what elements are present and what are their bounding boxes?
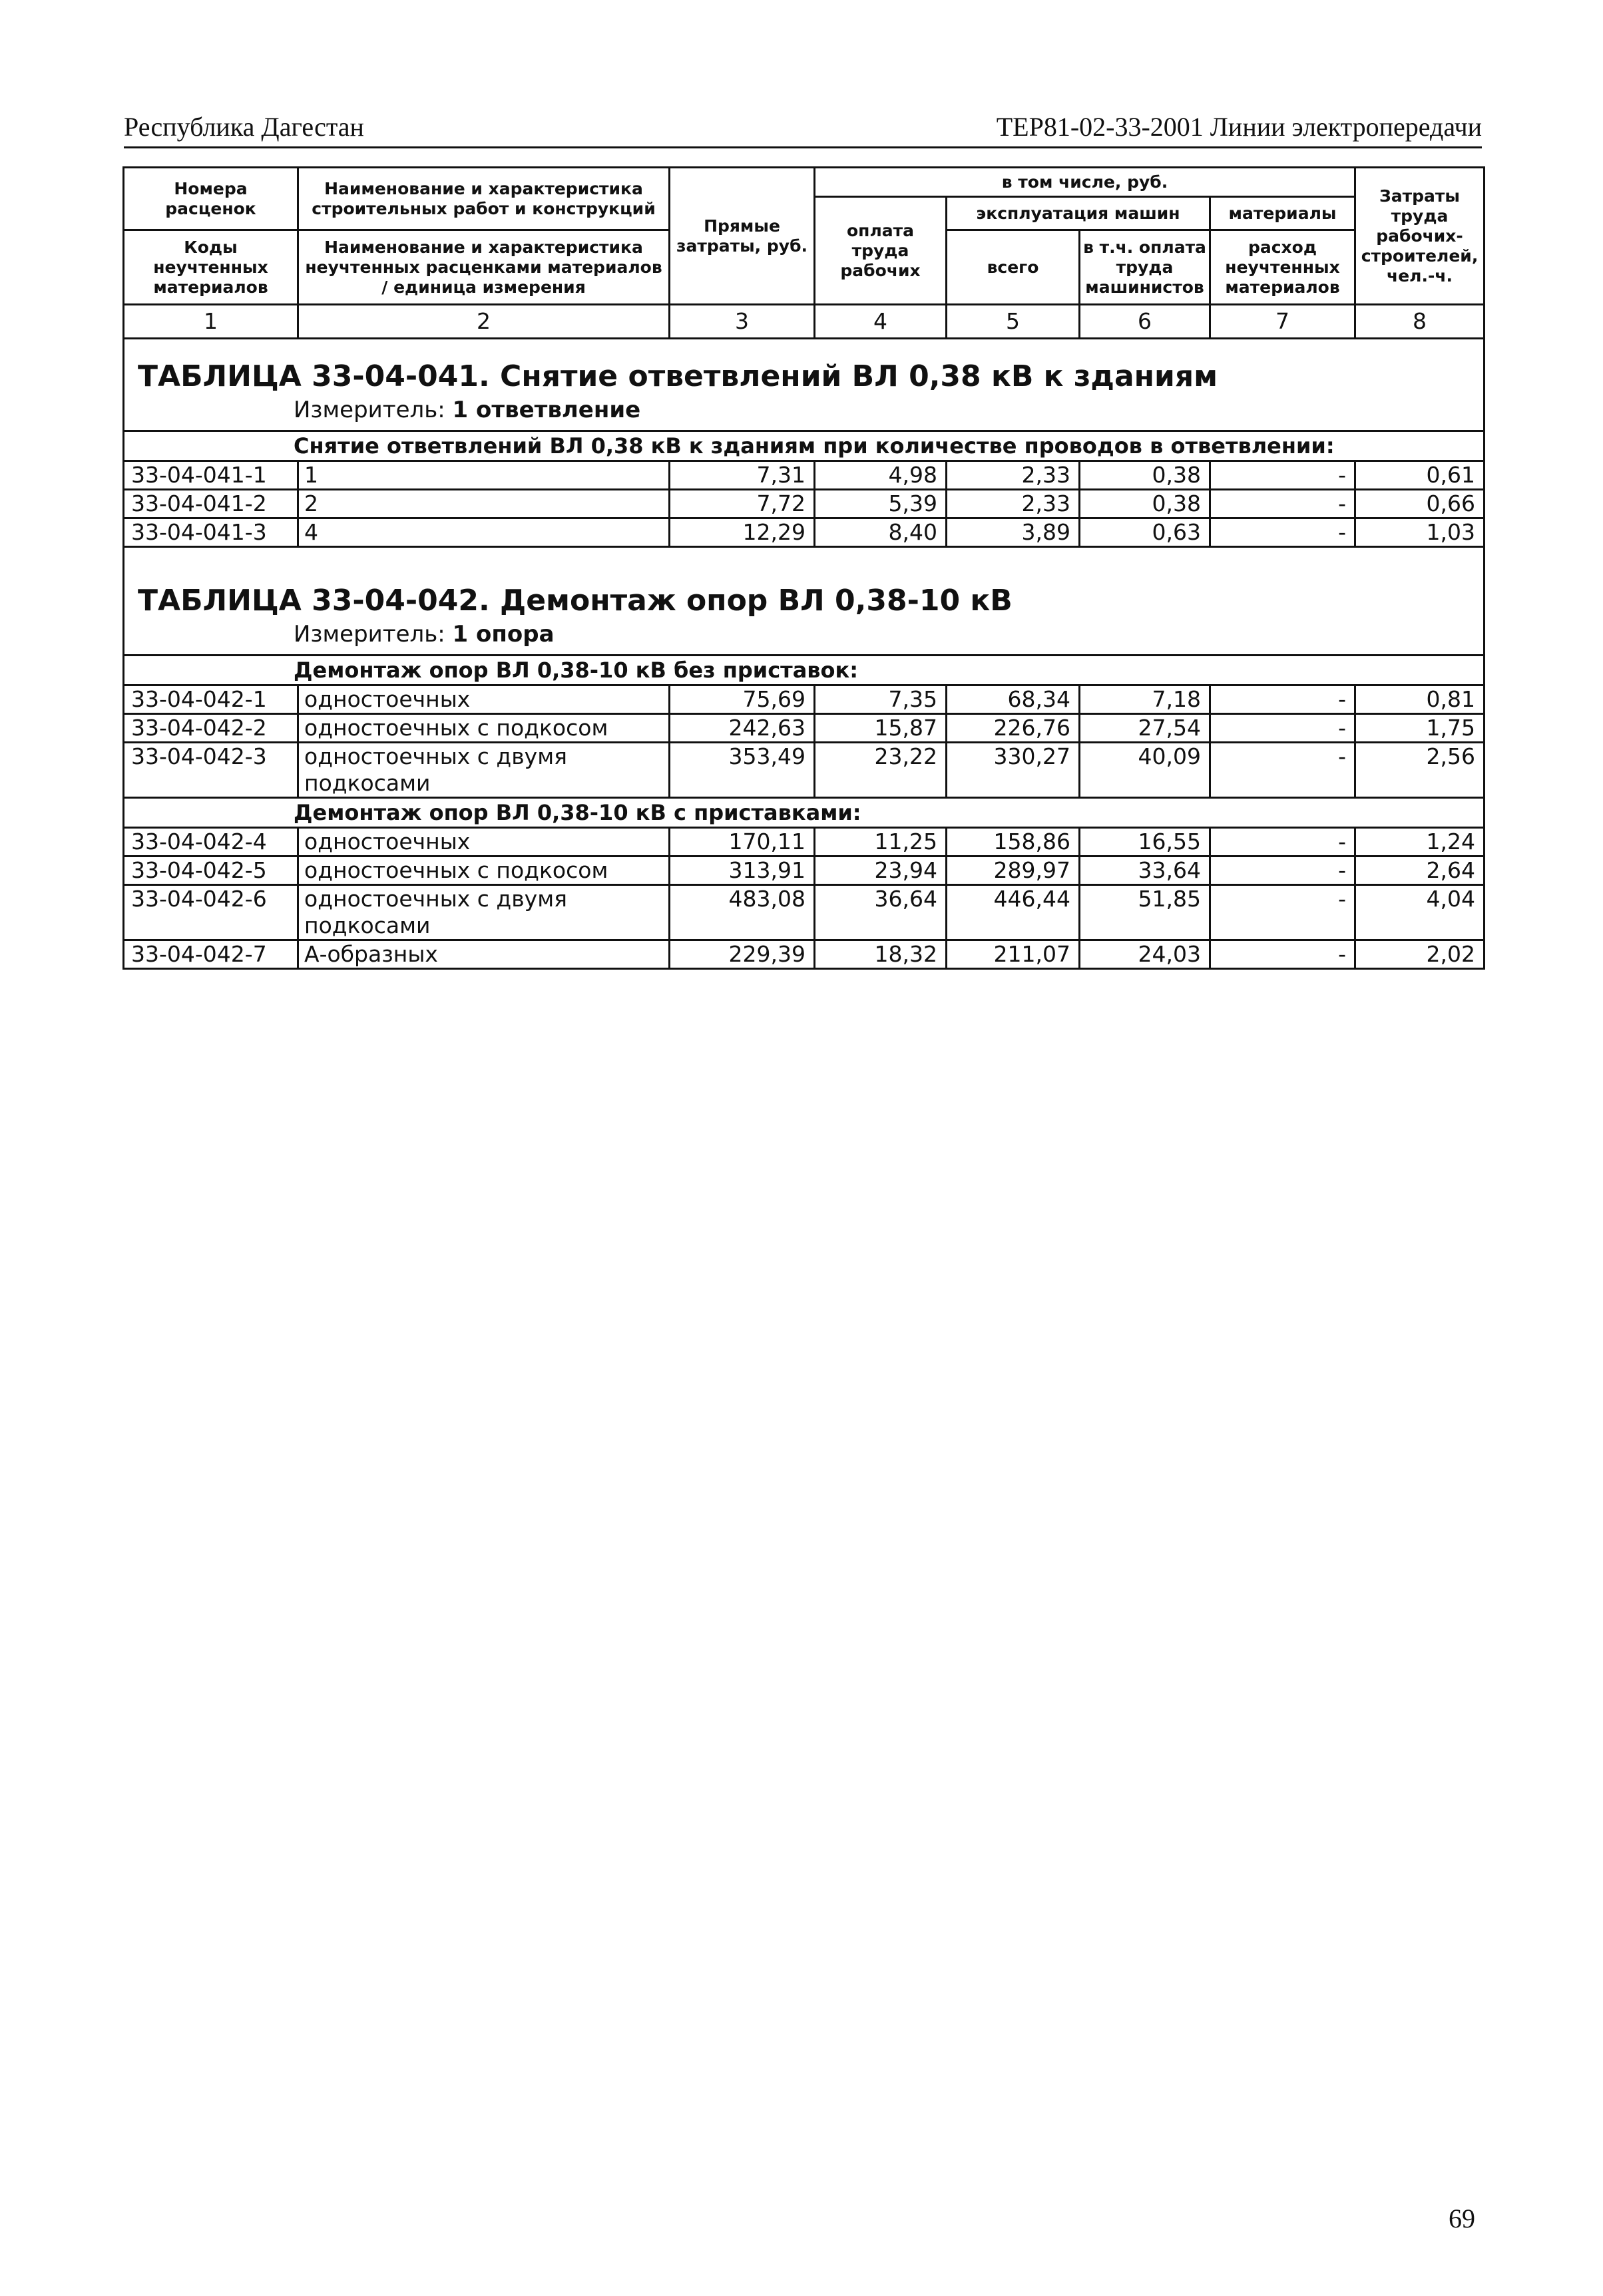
machinist-pay: 16,55 [1080, 828, 1210, 857]
work-name: одностоечных [298, 685, 670, 714]
work-name: 1 [298, 461, 670, 490]
section-title-row [124, 564, 1485, 620]
table-row [124, 743, 1485, 798]
machinist-pay: 33,64 [1080, 857, 1210, 885]
machinist-pay: 40,09 [1080, 743, 1210, 798]
machinist-pay: 0,38 [1080, 490, 1210, 518]
machinist-pay: 24,03 [1080, 940, 1210, 969]
labor-hours: 0,61 [1355, 461, 1485, 490]
labor-pay: 36,64 [815, 885, 947, 940]
header-col6: в т.ч. оплата труда машинистов [1080, 230, 1210, 305]
table-row [124, 940, 1485, 969]
table-title: ТАБЛИЦА 33-04-042. Демонтаж опор ВЛ 0,38-10 кВ [124, 564, 1485, 620]
labor-pay: 7,35 [815, 685, 947, 714]
work-name: одностоечных с двумя подкосами [298, 743, 670, 798]
column-number: 7 [1210, 305, 1355, 339]
machinist-pay: 27,54 [1080, 714, 1210, 743]
column-number: 1 [124, 305, 298, 339]
materials-consumption: - [1210, 685, 1355, 714]
meter-label: Измеритель: [294, 397, 445, 423]
section-gap [124, 547, 1485, 564]
labor-pay: 18,32 [815, 940, 947, 969]
labor-hours: 2,56 [1355, 743, 1485, 798]
materials-consumption: - [1210, 714, 1355, 743]
group-subtitle-row [124, 431, 1485, 461]
machines-total: 289,97 [947, 857, 1080, 885]
header-col3: Прямые затраты, руб. [670, 168, 815, 305]
meter-label: Измеритель: [294, 621, 445, 648]
rate-code: 33-04-042-4 [124, 828, 298, 857]
machines-total: 3,89 [947, 518, 1080, 547]
page-header [124, 110, 1482, 148]
table-row [124, 461, 1485, 490]
column-number: 2 [298, 305, 670, 339]
header-region: Республика Дагестан [124, 112, 364, 142]
labor-pay: 4,98 [815, 461, 947, 490]
work-name: одностоечных с двумя подкосами [298, 885, 670, 940]
labor-hours: 2,02 [1355, 940, 1485, 969]
table-title: ТАБЛИЦА 33-04-041. Снятие ответвлений ВЛ 0,38 кВ к зданиям [124, 339, 1485, 396]
direct-costs: 313,91 [670, 857, 815, 885]
labor-pay: 11,25 [815, 828, 947, 857]
machines-total: 330,27 [947, 743, 1080, 798]
machines-total: 226,76 [947, 714, 1080, 743]
labor-hours: 1,75 [1355, 714, 1485, 743]
group-subtitle-row [124, 656, 1485, 685]
table-row [124, 828, 1485, 857]
table-row [124, 714, 1485, 743]
materials-consumption: - [1210, 857, 1355, 885]
header-col8: Затраты труда рабочих-строителей, чел.-ч. [1355, 168, 1485, 305]
rate-code: 33-04-041-1 [124, 461, 298, 490]
labor-pay: 15,87 [815, 714, 947, 743]
column-number: 6 [1080, 305, 1210, 339]
header-document-title: ТЕР81-02-33-2001 Линии электропередачи [996, 112, 1482, 142]
work-name: одностоечных [298, 828, 670, 857]
header-col2-top: Наименование и характеристика строительных работ и конструкций [298, 168, 670, 230]
direct-costs: 7,72 [670, 490, 815, 518]
table-row [124, 885, 1485, 940]
labor-pay: 23,22 [815, 743, 947, 798]
machinist-pay: 0,38 [1080, 461, 1210, 490]
rate-code: 33-04-042-1 [124, 685, 298, 714]
rate-code: 33-04-041-2 [124, 490, 298, 518]
header-col4: оплата труда рабочих [815, 197, 947, 305]
page-number: 69 [1449, 2203, 1475, 2233]
labor-pay: 23,94 [815, 857, 947, 885]
meter-value: 1 опора [452, 621, 555, 648]
rate-code: 33-04-042-2 [124, 714, 298, 743]
column-number: 3 [670, 305, 815, 339]
header-col5: всего [947, 230, 1080, 305]
meter-value: 1 ответвление [452, 397, 641, 423]
column-number: 8 [1355, 305, 1485, 339]
materials-consumption: - [1210, 461, 1355, 490]
header-col2-bottom: Наименование и характеристика неучтенных расценками материалов / единица измерения [298, 230, 670, 305]
price-table [122, 166, 1483, 970]
rate-code: 33-04-042-6 [124, 885, 298, 940]
group-subtitle-row [124, 798, 1485, 828]
table-row [124, 857, 1485, 885]
work-name: А-образных [298, 940, 670, 969]
labor-hours: 4,04 [1355, 885, 1485, 940]
direct-costs: 12,29 [670, 518, 815, 547]
meter [124, 620, 1485, 656]
labor-hours: 1,24 [1355, 828, 1485, 857]
direct-costs: 7,31 [670, 461, 815, 490]
materials-consumption: - [1210, 940, 1355, 969]
work-name: одностоечных с подкосом [298, 857, 670, 885]
rate-code: 33-04-042-3 [124, 743, 298, 798]
group-subtitle: Демонтаж опор ВЛ 0,38-10 кВ с приставками: [124, 798, 1485, 828]
column-number: 5 [947, 305, 1080, 339]
table-row [124, 518, 1485, 547]
work-name: одностоечных с подкосом [298, 714, 670, 743]
rate-code: 33-04-041-3 [124, 518, 298, 547]
meter [124, 395, 1485, 431]
materials-consumption: - [1210, 743, 1355, 798]
direct-costs: 242,63 [670, 714, 815, 743]
machines-total: 2,33 [947, 461, 1080, 490]
direct-costs: 229,39 [670, 940, 815, 969]
materials-consumption: - [1210, 490, 1355, 518]
work-name: 2 [298, 490, 670, 518]
machinist-pay: 0,63 [1080, 518, 1210, 547]
machinist-pay: 51,85 [1080, 885, 1210, 940]
labor-hours: 0,66 [1355, 490, 1485, 518]
materials-consumption: - [1210, 518, 1355, 547]
direct-costs: 75,69 [670, 685, 815, 714]
table-row [124, 685, 1485, 714]
direct-costs: 170,11 [670, 828, 815, 857]
rate-code: 33-04-042-5 [124, 857, 298, 885]
section-title-row [124, 339, 1485, 396]
section-gap-cell [124, 547, 1485, 564]
machines-total: 211,07 [947, 940, 1080, 969]
meter-row [124, 620, 1485, 656]
group-subtitle: Снятие ответвлений ВЛ 0,38 кВ к зданиям при количестве проводов в ответвлении: [124, 431, 1485, 461]
machines-total: 446,44 [947, 885, 1080, 940]
header-group: в том числе, руб. [815, 168, 1355, 197]
labor-pay: 8,40 [815, 518, 947, 547]
column-number: 4 [815, 305, 947, 339]
rate-code: 33-04-042-7 [124, 940, 298, 969]
labor-hours: 2,64 [1355, 857, 1485, 885]
direct-costs: 483,08 [670, 885, 815, 940]
header-col7: расход неучтенных материалов [1210, 230, 1355, 305]
work-name: 4 [298, 518, 670, 547]
header-machines: эксплуатация машин [947, 197, 1210, 230]
labor-hours: 0,81 [1355, 685, 1485, 714]
direct-costs: 353,49 [670, 743, 815, 798]
header-materials: материалы [1210, 197, 1355, 230]
materials-consumption: - [1210, 828, 1355, 857]
machinist-pay: 7,18 [1080, 685, 1210, 714]
group-subtitle: Демонтаж опор ВЛ 0,38-10 кВ без приставок: [124, 656, 1485, 685]
table-row [124, 490, 1485, 518]
labor-pay: 5,39 [815, 490, 947, 518]
header-col1-bottom: Коды неучтенных материалов [124, 230, 298, 305]
materials-consumption: - [1210, 885, 1355, 940]
labor-hours: 1,03 [1355, 518, 1485, 547]
meter-row [124, 395, 1485, 431]
machines-total: 158,86 [947, 828, 1080, 857]
machines-total: 68,34 [947, 685, 1080, 714]
machines-total: 2,33 [947, 490, 1080, 518]
header-col1-top: Номера расценок [124, 168, 298, 230]
